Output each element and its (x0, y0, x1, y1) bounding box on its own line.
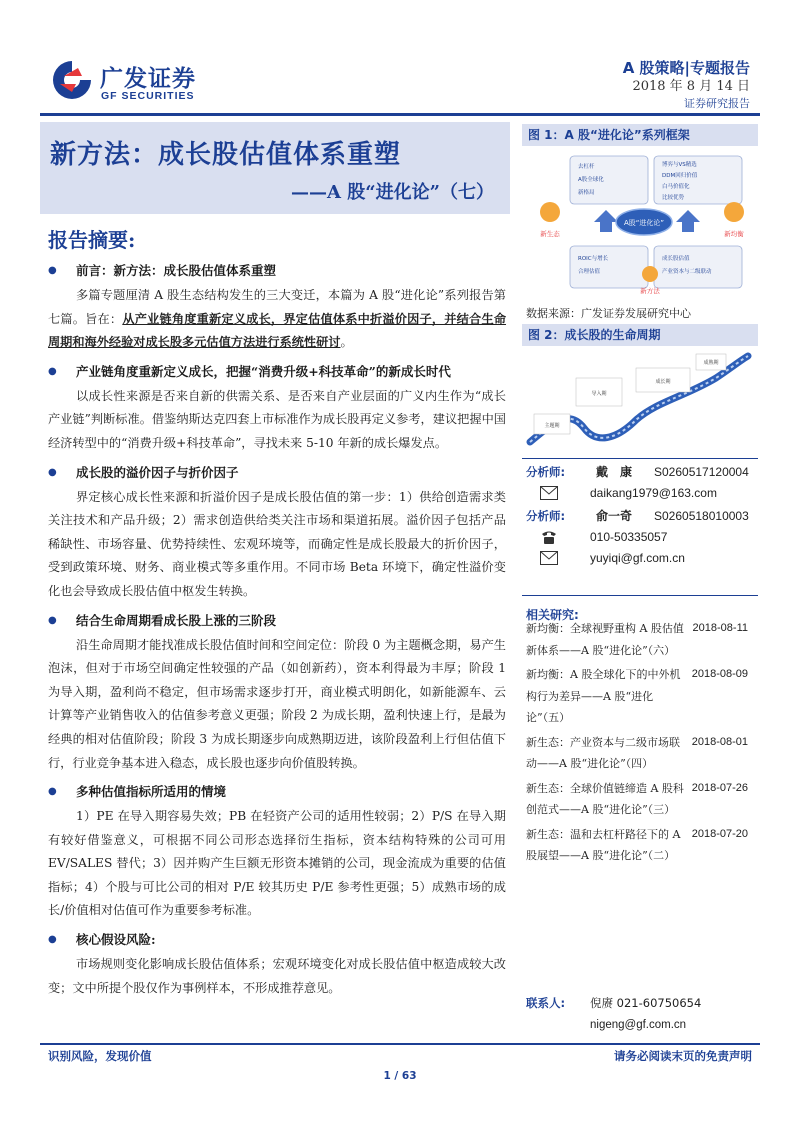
report-date: 2018 年 8 月 14 日 (632, 79, 750, 94)
company-logo (50, 58, 220, 104)
section-heading: ● 核心假设风险: (48, 927, 506, 953)
related-title[interactable]: 新生态：全球价值链缔造 A 股科创范式——A 股“进化论”（三） (526, 781, 684, 816)
bottom-node-icon (642, 266, 658, 282)
stage-label-1: 导入期 (591, 391, 607, 397)
contact-name-phone: 倪赓 021-60750654 (590, 996, 702, 1010)
bl-item-2: 合理估值 (578, 269, 601, 275)
related-date: 2018-07-20 (691, 827, 748, 840)
related-date: 2018-07-26 (691, 781, 748, 794)
stage-label-0: 主题期 (544, 423, 560, 429)
section-preface (48, 258, 506, 355)
section-text (48, 284, 506, 355)
tr-item-4: 比较优势 (662, 195, 685, 201)
contact-email[interactable]: nigeng@gf.com.cn (590, 1019, 687, 1031)
left-node-label: 新生态 (540, 230, 560, 238)
bl-item-1: ROIC与增长 (578, 256, 609, 262)
text-span: 多篇专题厘清 A 股生态结构发生的三大变迁，本篇为 A 股“进化论”系列报告第七篇。旨在： (48, 288, 506, 326)
analyst-id: S0260518010003 (654, 509, 749, 523)
section-heading: ● 成长股的溢价因子与折价因子 (48, 460, 506, 486)
mail-icon (540, 551, 558, 565)
report-type: A 股策略|专题报告 (622, 59, 750, 77)
title-band (40, 122, 510, 214)
phone-icon (540, 530, 558, 544)
analyst-email-row (526, 483, 766, 504)
section-text: 1）PE 在导入期容易失效；PB 在轻资产公司的适用性较弱；2）P/S 在导入期有较好借鉴意义，可根据不同公司形态选择衍生指标，资本结构特殊的公司可用 EV/SALES 替代；3）因并购产生巨额无形资本摊销的公司，现金流成为重要的估值指标；4）个股与可比公司的相对 P/E 较其历史 P/E 参考性更强；5）成熟市场的成长/价值相对估值可作为重要参考标准。 (48, 809, 506, 918)
section-heading: ● 前言：新方法：成长股估值体系重塑 (48, 258, 506, 284)
analyst-phone-row (526, 527, 766, 548)
stage-label-2: 成长期 (655, 379, 671, 385)
section-text: 市场规则变化影响成长股估值体系；宏观环境变化对成长股估值中枢造成较大改变；文中所提个股仅作为事例样本，不形成推荐意见。 (48, 957, 506, 995)
report-subtitle: ——A 股“进化论”（七） (291, 182, 494, 203)
section-premium-factors (48, 460, 506, 604)
center-label: A股“进化论” (623, 219, 665, 227)
section-heading: ● 结合生命周期看成长股上涨的三阶段 (48, 608, 506, 634)
text-span: 。 (340, 335, 353, 350)
section-life-cycle (48, 608, 506, 776)
footer-slogan: 识别风险，发现价值 (48, 1049, 152, 1063)
list-item[interactable] (526, 664, 758, 729)
section-growth-definition (48, 359, 506, 456)
arrow-up-left (594, 210, 618, 232)
list-item[interactable] (526, 732, 758, 775)
br-item-1: 成长股估值 (662, 256, 690, 262)
figure1-caption: 图 1：A 股“进化论”系列框架 (522, 124, 758, 146)
related-date: 2018-08-11 (692, 622, 748, 634)
section-valuation-metrics (48, 779, 506, 923)
related-research-heading: 相关研究: (526, 608, 579, 622)
list-item[interactable] (526, 618, 758, 661)
report-category: 证券研究报告 (684, 97, 750, 110)
analyst-row (526, 506, 766, 527)
logo-text-en: GF SECURITIES (101, 90, 195, 102)
analyst-email[interactable]: daikang1979@163.com (590, 486, 717, 500)
analyst-name: 俞一奇 (596, 509, 633, 523)
section-text: 沿生命周期才能找准成长股估值时间和空间定位：阶段 0 为主题概念期，易产生泡沫，但对于市场空间确定性较强的产品（如创新药），资本利得最为丰厚；阶段 1 为导入期，盈利尚不稳定，但市场需求逐步打开，商业模式明朗化，如新能源车、云计算等产业销售收入的估值参考意义更强；阶段 2 为成长期，盈利快速上行，是最为经典的相对估值阶段；阶段 3 为成长期逐步向成熟期迈进，该阶段盈利上行但估值下行，行业竞争基本进入稳态，成长股也逐步向价值股转换。 (48, 637, 506, 770)
related-title[interactable]: 新均衡：全球视野重构 A 股估值新体系——A 股“进化论”（六） (526, 622, 684, 657)
summary-heading: 报告摘要: (48, 228, 136, 252)
tr-item-2: DDM回归价值 (662, 173, 698, 179)
header-meta (623, 58, 750, 112)
section-heading: ● 产业链角度重新定义成长，把握“消费升级+科技革命”的新成长时代 (48, 359, 506, 385)
tr-item-1: 博弈与VS精选 (662, 162, 697, 168)
page-number: 1 / 63 (383, 1070, 417, 1082)
logo-text-cn: 广发证券 (100, 66, 196, 92)
right-divider (522, 595, 758, 596)
mail-icon (540, 486, 558, 500)
analyst-block-1 (526, 462, 766, 504)
contact-label: 联系人: (526, 996, 566, 1010)
analyst-name: 戴 康 (596, 465, 633, 479)
section-text: 界定核心成长性来源和折溢价因子是成长股估值的第一步：1）供给创造需求类关注技术和产品升级；2）需求创造供给类关注市场和渠道拓展。溢价因子包括产品稀缺性、市场容量、优势持续性、宏观环境等，而确定性是成长股最大的折价因子，受到政策环境、财务、商业模式等多重作用。不同市场 Beta 环境下，确定性溢价变化也会导致成长股估值中枢发生转换。 (48, 489, 506, 598)
section-risk (48, 927, 506, 1000)
left-node-icon (540, 202, 560, 222)
related-date: 2018-08-01 (691, 735, 748, 748)
summary-body (48, 258, 506, 1004)
right-node-label: 新均衡 (724, 230, 744, 238)
figure1-framework-diagram (526, 150, 754, 298)
list-item[interactable] (526, 778, 758, 821)
emphasis-text: 从产业链角度重新定义成长，界定估值体系中折溢价因子，并结合生命周期和海外经验对成长股多元估值方法进行系统性研讨 (48, 311, 507, 350)
br-item-2: 产业资本与二级联动 (662, 269, 712, 275)
analyst-block-2 (526, 506, 766, 569)
figure1-source: 数据来源：广发证券发展研究中心 (526, 307, 691, 320)
analyst-row (526, 462, 766, 483)
right-node-icon (724, 202, 744, 222)
figure2-lifecycle-chart (526, 350, 754, 452)
bottom-right-box (654, 246, 742, 288)
section-text: 以成长性来源是否来自新的供需关系、是否来自产业层面的广义内生作为“成长产业链”判断标准。借鉴纳斯达克四套上市标准作为成长股再定义参考，建议把握中国经济转型中的“消费升级+科技革命”，寻找未来 5-10 年新的成长爆发点。 (48, 388, 506, 450)
footer-disclaimer-note: 请务必阅读末页的免责声明 (614, 1049, 752, 1063)
analyst-label: 分析师: (526, 509, 566, 523)
tl-item-1: 去杠杆 (578, 164, 595, 170)
arrow-up-right (676, 210, 700, 232)
tr-item-3: 白马价值化 (662, 184, 690, 190)
report-title: 新方法：成长股估值体系重塑 (50, 140, 402, 170)
stage-label-3: 成熟期 (703, 360, 719, 366)
analyst-id: S0260517120004 (654, 465, 749, 479)
list-item[interactable] (526, 824, 758, 867)
tl-item-2: A股全球化 (578, 177, 604, 183)
analyst-phone: 010-50335057 (590, 530, 668, 544)
bottom-node-label: 新方法 (640, 287, 660, 295)
related-title[interactable]: 新生态：产业资本与二级市场联动——A 股“进化论”（四） (526, 735, 680, 770)
bottom-left-box (570, 246, 648, 288)
related-title[interactable]: 新均衡：A 股全球化下的中外机构行为差异——A 股“进化论”（五） (526, 668, 681, 724)
analyst-email-row (526, 548, 766, 569)
tl-item-3: 新格局 (578, 190, 595, 196)
related-title[interactable]: 新生态：温和去杠杆路径下的 A 股展望——A 股“进化论”（二） (526, 827, 681, 862)
section-heading: ● 多种估值指标所适用的情境 (48, 779, 506, 805)
related-date: 2018-08-09 (691, 668, 748, 680)
header-divider (40, 113, 760, 116)
gf-logo-icon (50, 58, 94, 102)
related-research-list (526, 618, 758, 870)
analyst-label: 分析师: (526, 465, 566, 479)
footer-divider (40, 1043, 760, 1045)
right-divider (522, 458, 758, 459)
figure2-caption: 图 2：成长股的生命周期 (522, 324, 758, 346)
analyst-email[interactable]: yuyiqi@gf.com.cn (590, 551, 685, 565)
